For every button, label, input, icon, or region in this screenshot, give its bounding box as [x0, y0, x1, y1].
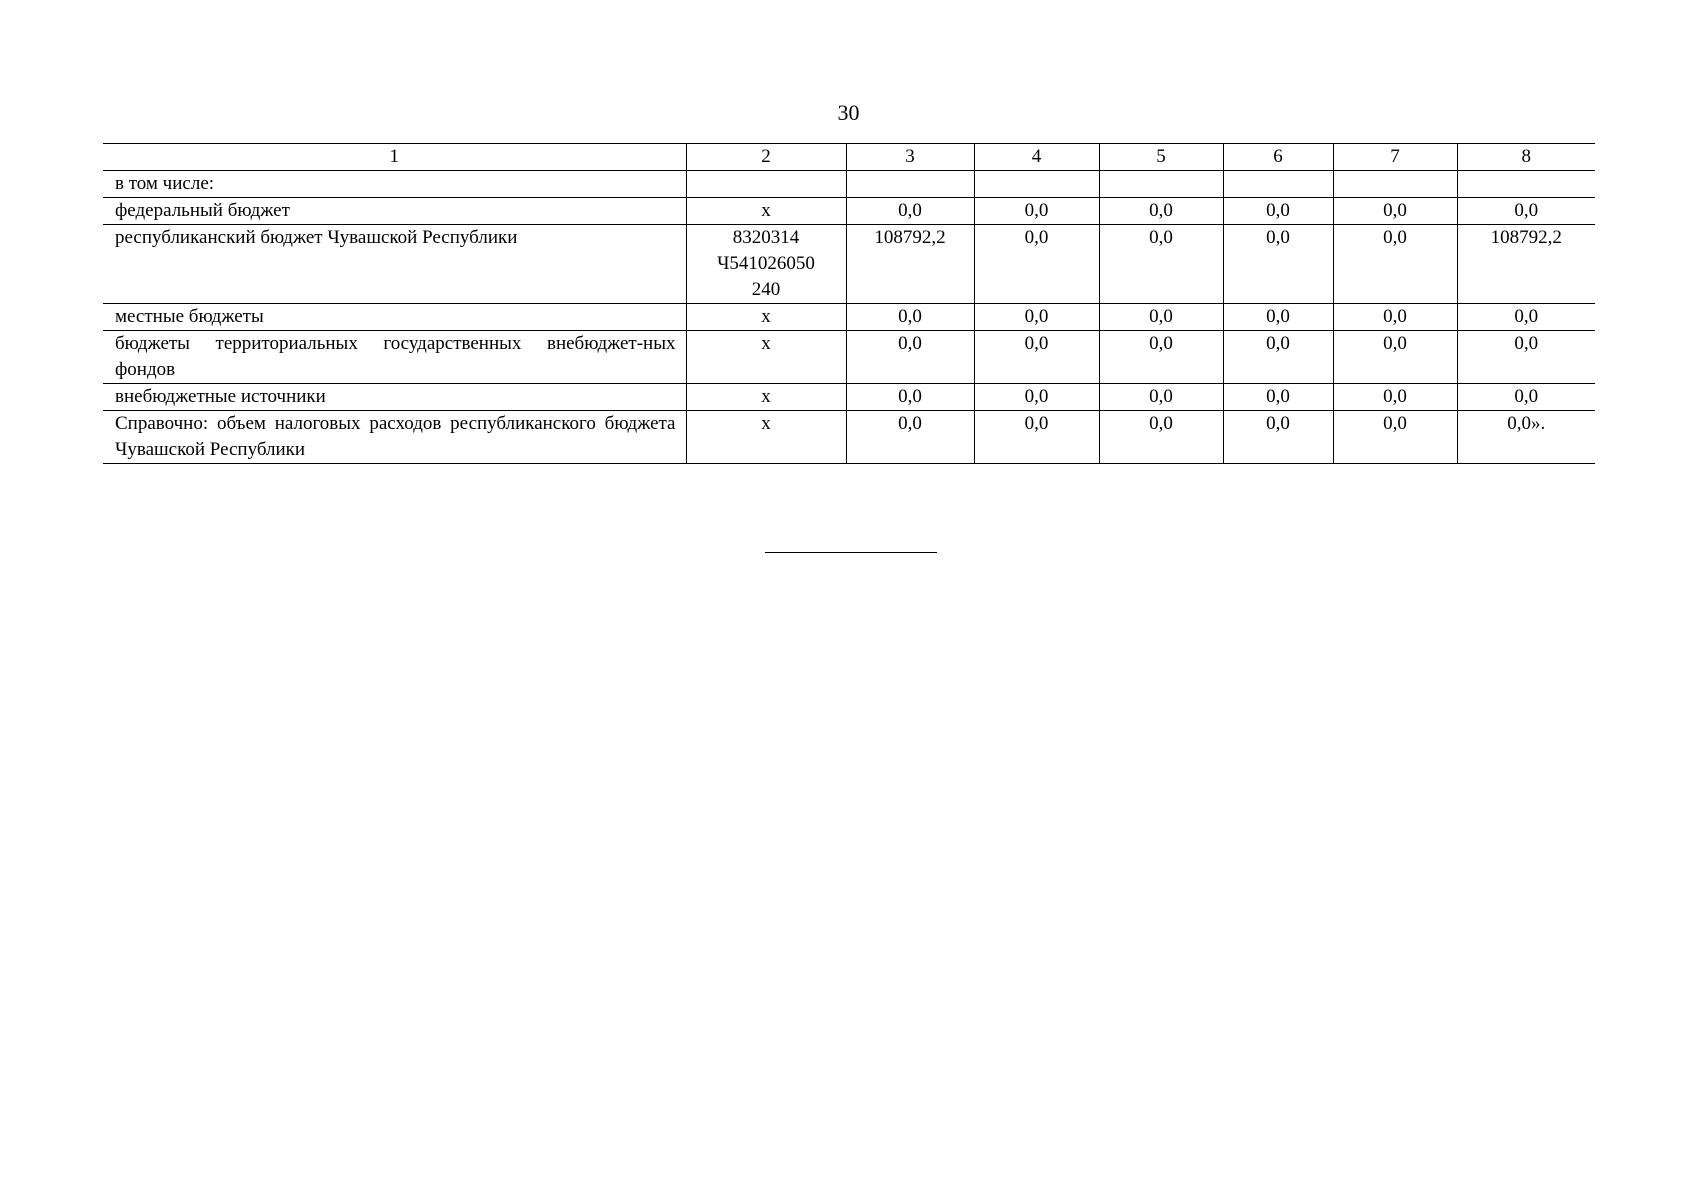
row-label: бюджеты территориальных государственных внебюджет-ных фондов	[103, 331, 686, 384]
table-cell: 0,0	[1099, 384, 1223, 411]
table-cell: 0,0	[1099, 304, 1223, 331]
column-header: 7	[1333, 144, 1457, 171]
table-cell: 108792,2	[846, 225, 974, 304]
table-cell: x	[686, 304, 846, 331]
table-cell: 0,0	[1223, 198, 1333, 225]
table-cell: 0,0	[1457, 198, 1595, 225]
table-cell: 0,0».	[1457, 411, 1595, 464]
table-cell	[1223, 171, 1333, 198]
table-cell: 0,0	[1333, 411, 1457, 464]
table-cell: x	[686, 198, 846, 225]
table-cell: 0,0	[1457, 384, 1595, 411]
table-cell: 0,0	[846, 198, 974, 225]
table-cell: 0,0	[1099, 198, 1223, 225]
row-label: федеральный бюджет	[103, 198, 686, 225]
budget-table	[103, 143, 1595, 464]
table-cell: 0,0	[974, 384, 1099, 411]
table-cell: x	[686, 411, 846, 464]
table-cell: 0,0	[1099, 225, 1223, 304]
column-header: 6	[1223, 144, 1333, 171]
column-header: 2	[686, 144, 846, 171]
footer-separator-line	[765, 552, 937, 553]
table-cell: 0,0	[846, 384, 974, 411]
table-cell	[1333, 171, 1457, 198]
column-header: 3	[846, 144, 974, 171]
table-cell: 0,0	[974, 304, 1099, 331]
budget-classification-code: 8320314 Ч541026050 240	[686, 225, 846, 304]
table-cell: 0,0	[1333, 225, 1457, 304]
table-row	[103, 331, 1595, 384]
table-cell: 0,0	[1099, 411, 1223, 464]
table-cell	[686, 171, 846, 198]
table-cell: 0,0	[974, 331, 1099, 384]
table-cell: 0,0	[974, 198, 1099, 225]
table-cell: 0,0	[1223, 411, 1333, 464]
table-cell: 0,0	[846, 331, 974, 384]
table-cell: 0,0	[1333, 198, 1457, 225]
column-header: 5	[1099, 144, 1223, 171]
table-cell: 0,0	[974, 225, 1099, 304]
table-cell: 0,0	[1223, 384, 1333, 411]
column-header: 8	[1457, 144, 1595, 171]
table-row	[103, 171, 1595, 198]
table-cell: 0,0	[974, 411, 1099, 464]
table-cell: 0,0	[846, 304, 974, 331]
table-cell: 0,0	[1223, 225, 1333, 304]
table-cell: 0,0	[846, 411, 974, 464]
table-header-row	[103, 144, 1595, 171]
table-cell: 0,0	[1223, 304, 1333, 331]
table-cell: x	[686, 384, 846, 411]
row-label: в том числе:	[103, 171, 686, 198]
table-cell: 0,0	[1457, 331, 1595, 384]
table-cell: 0,0	[1099, 331, 1223, 384]
table-row	[103, 225, 1595, 304]
table-cell	[846, 171, 974, 198]
row-label: Справочно: объем налоговых расходов республиканского бюджета Чувашской Республики	[103, 411, 686, 464]
table-cell: 0,0	[1457, 304, 1595, 331]
table-cell	[1457, 171, 1595, 198]
table-row	[103, 198, 1595, 225]
table-row	[103, 304, 1595, 331]
column-header: 4	[974, 144, 1099, 171]
table-cell: 0,0	[1333, 304, 1457, 331]
table-cell	[974, 171, 1099, 198]
page-number: 30	[837, 100, 860, 125]
table-cell: 0,0	[1223, 331, 1333, 384]
row-label: внебюджетные источники	[103, 384, 686, 411]
table-cell: x	[686, 331, 846, 384]
table-cell: 108792,2	[1457, 225, 1595, 304]
table-cell	[1099, 171, 1223, 198]
table-cell: 0,0	[1333, 384, 1457, 411]
table-row	[103, 384, 1595, 411]
column-header: 1	[103, 144, 686, 171]
table-cell: 0,0	[1333, 331, 1457, 384]
table-row	[103, 411, 1595, 464]
row-label: местные бюджеты	[103, 304, 686, 331]
row-label: республиканский бюджет Чувашской Республики	[103, 225, 686, 304]
